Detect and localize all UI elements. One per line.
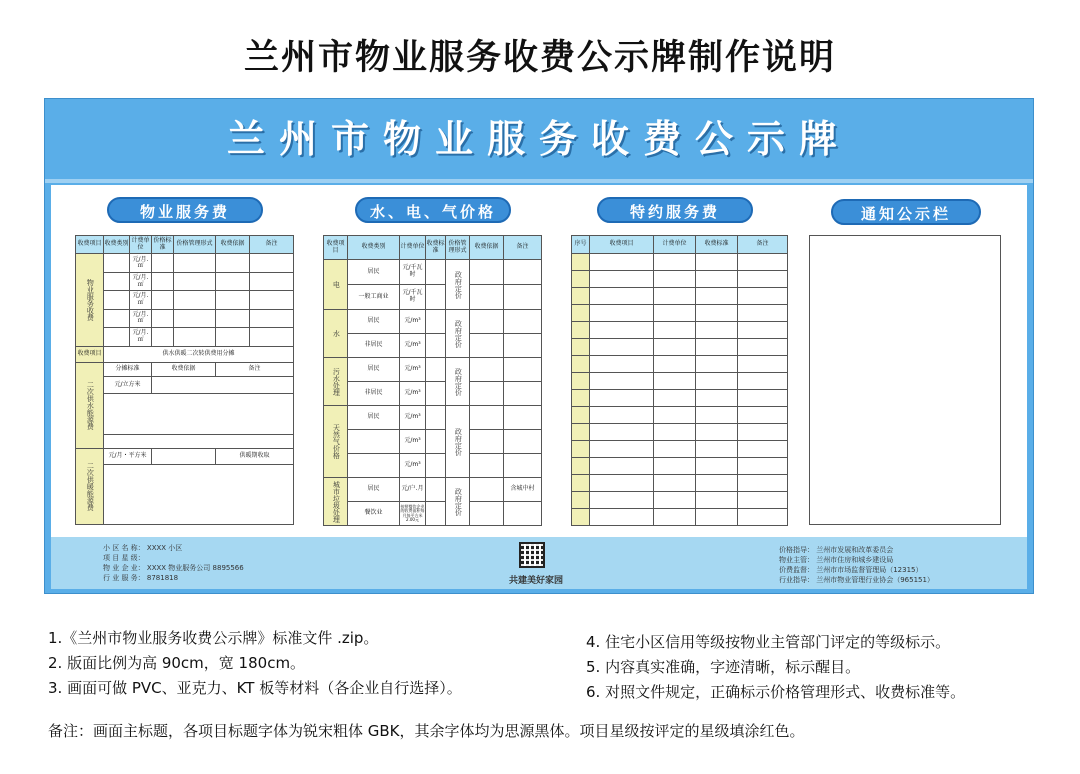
notice-area [809, 235, 1001, 525]
utilities-header-row: 收费项目 收费类别 计费单位 收费标准 价格管理形式 收费依据 备注 [324, 236, 542, 260]
table-row [572, 458, 788, 475]
table-row [572, 407, 788, 424]
supply-text: 供水供暖二次转供费用分摊 [104, 346, 294, 362]
page-title: 兰州市物业服务收费公示牌制作说明 [243, 38, 836, 78]
table-row: 二次供暖能源费 元/月・平方米 供暖期收取 [76, 449, 294, 465]
table-row: 二次供水能源费 分摊标准 收费依据 备注 [76, 363, 294, 377]
heat-label: 二次供暖能源费 [76, 449, 104, 525]
table-row: 非居民 元/m³ [324, 382, 542, 406]
row-label: 收费项目 [76, 346, 104, 362]
header-cell: 备注 [250, 236, 294, 254]
table-row [572, 492, 788, 509]
table-row: 电 居民 元/千瓦时 政府定价 [324, 260, 542, 285]
header-cell: 价格管理形式 [174, 236, 216, 254]
table-row: 元/m³ [324, 454, 542, 478]
header-cell: 收费依据 [216, 236, 250, 254]
utilities-heading: 水、电、气价格 [355, 197, 511, 223]
header-cell: 收费类别 [104, 236, 130, 254]
table-row: 元/立方米 [76, 377, 294, 393]
note-item: 6. 对照文件规定，正确标示价格管理形式、收费标准等。 [586, 683, 966, 701]
property-side-label: 物业服务收费 [76, 254, 104, 346]
remark-cell: 含城中村 [504, 478, 542, 502]
table-row [572, 271, 788, 288]
notes-left [48, 626, 462, 701]
special-service-table [571, 235, 788, 526]
property-fee-heading: 物业服务费 [107, 197, 263, 223]
table-row: 元/月.㎡ [76, 309, 294, 327]
property-header-row [76, 236, 294, 254]
table-row [572, 475, 788, 492]
table-row: 元/m³ [324, 430, 542, 454]
table-row [572, 322, 788, 339]
table-row [572, 441, 788, 458]
remark: 备注：画面主标题，各项目标题字体为锐宋粗体 GBK，其余字体均为思源黑体。项目星级按评定的星级填涂红色。 [48, 722, 805, 740]
table-row [572, 288, 788, 305]
note-item: 4. 住宅小区信用等级按物业主管部门评定的等级标示。 [586, 633, 951, 651]
header-cell: 收费项目 [76, 236, 104, 254]
header-cell: 计费单位 [130, 236, 152, 254]
table-row [76, 346, 294, 362]
table-row: 天然气价格 居民 元/m³ 政府定价 [324, 406, 542, 430]
footer-authorities: 价格指导： 兰州市发展和改革委员会 物业主管： 兰州市住房和城乡建设局 价费监督： 兰州市市场监督管理局（12315） 行业指导： 兰州市物业管理行业协会（965151） [779, 546, 934, 584]
table-row: 污水处理 居民 元/m³ 政府定价 [324, 358, 542, 382]
notice-heading: 通知公示栏 [831, 199, 981, 225]
table-row [572, 254, 788, 271]
table-row [572, 390, 788, 407]
table-row: 非居民 元/m³ [324, 334, 542, 358]
table-row [572, 373, 788, 390]
table-row [572, 305, 788, 322]
note-item: 5. 内容真实准确，字迹清晰，标示醒目。 [586, 658, 861, 676]
table-row: 水 居民 元/m³ 政府定价 [324, 310, 542, 334]
special-header-row: 序号 收费项目 计费单位 收费标准 备注 [572, 236, 788, 254]
footer-slogan: 共建美好家园 [508, 576, 563, 586]
table-row: 元/月.㎡ [76, 272, 294, 290]
table-row: 物业服务收费 元/月.㎡ [76, 254, 294, 272]
table-row [76, 434, 294, 448]
property-fee-table [75, 235, 294, 525]
note-item: 2. 版面比例为高 90cm，宽 180cm。 [48, 654, 306, 672]
table-row [76, 465, 294, 525]
footer-info: 小 区 名 称： XXXX 小区 项 目 星 级： 物 业 企 业： XXXX 物业服务公司 8895566 行 业 服 务： 8781818 [103, 544, 244, 582]
table-row: 一般工商业 元/千瓦时 [324, 285, 542, 310]
banner-stripe [45, 179, 1033, 183]
table-row: 元/月.㎡ [76, 291, 294, 309]
notes-right [586, 630, 965, 705]
table-row [572, 509, 788, 526]
special-service-heading: 特约服务费 [597, 197, 753, 223]
table-row [572, 424, 788, 441]
header-cell: 价格标准 [152, 236, 174, 254]
table-row: 餐饮业 按照餐饮企业的收费面积每月每平方米2.00元 [324, 502, 542, 526]
note-item: 3. 画面可做 PVC、亚克力、KT 板等材料（各企业自行选择）。 [48, 679, 462, 697]
note-item: 1.《兰州市物业服务收费公示牌》标准文件 .zip。 [48, 629, 379, 647]
qr-code-icon [519, 542, 545, 568]
notice-board [44, 98, 1034, 594]
utilities-table [323, 235, 542, 526]
table-row: 城市垃圾处理 居民 元/户.月 政府定价 含城中村 [324, 478, 542, 502]
water-label: 二次供水能源费 [76, 363, 104, 449]
table-row [76, 393, 294, 434]
table-row [572, 339, 788, 356]
table-row: 元/月.㎡ [76, 328, 294, 346]
board-banner: 兰州市物业服务收费公示牌 [226, 116, 851, 161]
board-footer [51, 537, 1027, 589]
board-content [51, 185, 1027, 537]
table-row [572, 356, 788, 373]
